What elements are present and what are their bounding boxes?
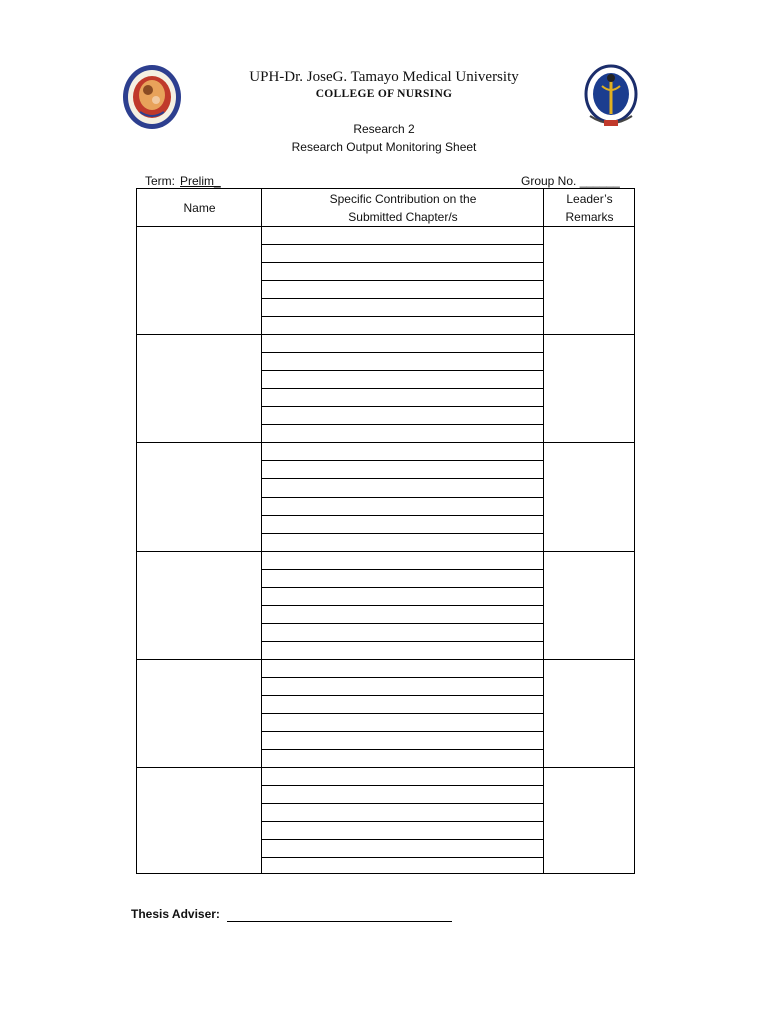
course-title: Research 2 bbox=[353, 122, 415, 136]
contribution-line[interactable] bbox=[261, 280, 543, 281]
contribution-line[interactable] bbox=[261, 623, 543, 624]
contribution-line[interactable] bbox=[261, 406, 543, 407]
column-header-remarks: Leader’s Remarks bbox=[565, 192, 614, 224]
contribution-line[interactable] bbox=[261, 533, 543, 534]
contribution-line[interactable] bbox=[261, 605, 543, 606]
column-header-name: Name bbox=[183, 201, 216, 215]
contribution-line[interactable] bbox=[261, 821, 543, 822]
contribution-line[interactable] bbox=[261, 478, 543, 479]
contribution-line[interactable] bbox=[261, 316, 543, 317]
group-number-field: Group No. ______ bbox=[521, 174, 620, 188]
term-value: Prelim_ bbox=[180, 174, 221, 188]
contribution-line[interactable] bbox=[261, 749, 543, 750]
contribution-line[interactable] bbox=[261, 587, 543, 588]
table-row bbox=[137, 334, 634, 335]
term-label: Term: bbox=[145, 174, 175, 188]
monitoring-table bbox=[136, 188, 635, 874]
table-row bbox=[137, 226, 634, 227]
term-field bbox=[145, 174, 221, 188]
thesis-adviser-label: Thesis Adviser: bbox=[131, 907, 220, 921]
sheet-title: Research Output Monitoring Sheet bbox=[291, 140, 477, 154]
contribution-line[interactable] bbox=[261, 785, 543, 786]
contribution-line[interactable] bbox=[261, 515, 543, 516]
column-divider bbox=[261, 189, 262, 873]
contribution-line[interactable] bbox=[261, 388, 543, 389]
contribution-line[interactable] bbox=[261, 244, 543, 245]
contribution-line[interactable] bbox=[261, 677, 543, 678]
table-row bbox=[137, 767, 634, 768]
contribution-line[interactable] bbox=[261, 713, 543, 714]
contribution-line[interactable] bbox=[261, 839, 543, 840]
contribution-line[interactable] bbox=[261, 298, 543, 299]
column-divider bbox=[543, 189, 544, 873]
contribution-line[interactable] bbox=[261, 352, 543, 353]
contribution-line[interactable] bbox=[261, 731, 543, 732]
table-row bbox=[137, 442, 634, 443]
college-name: COLLEGE OF NURSING bbox=[315, 88, 453, 100]
contribution-line[interactable] bbox=[261, 857, 543, 858]
contribution-line[interactable] bbox=[261, 497, 543, 498]
contribution-line[interactable] bbox=[261, 695, 543, 696]
university-name: UPH-Dr. JoseG. Tamayo Medical University bbox=[249, 69, 519, 85]
contribution-line[interactable] bbox=[261, 641, 543, 642]
contribution-line[interactable] bbox=[261, 460, 543, 461]
contribution-line[interactable] bbox=[261, 370, 543, 371]
table-row bbox=[137, 551, 634, 552]
contribution-line[interactable] bbox=[261, 424, 543, 425]
contribution-line[interactable] bbox=[261, 569, 543, 570]
table-row bbox=[137, 659, 634, 660]
column-header-contribution: Specific Contribution on the Submitted Chapter/s bbox=[329, 192, 477, 224]
thesis-adviser-signature-line[interactable] bbox=[227, 921, 452, 922]
contribution-line[interactable] bbox=[261, 262, 543, 263]
contribution-line[interactable] bbox=[261, 803, 543, 804]
